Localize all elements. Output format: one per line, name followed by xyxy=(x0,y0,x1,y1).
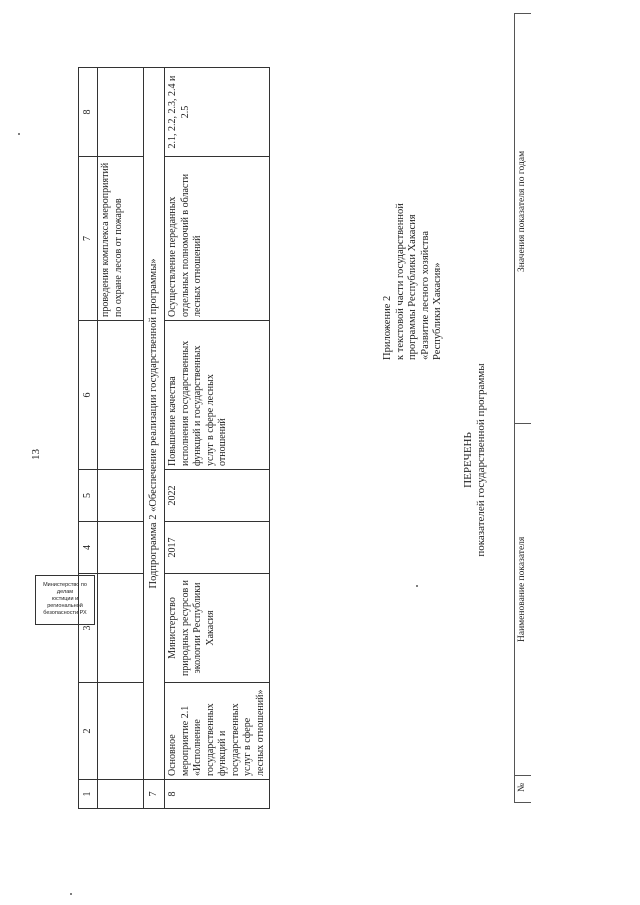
table-row xyxy=(98,68,144,809)
annex-line: к текстовой части государственной xyxy=(394,203,406,360)
table-cell: 8 xyxy=(165,780,270,809)
scan-speck xyxy=(18,133,20,135)
header-cell: 7 xyxy=(79,157,98,321)
table-cell: 2.1, 2.2, 2.3, 2.4 и 2.5 xyxy=(165,68,270,157)
column-divider xyxy=(515,423,531,424)
annex-line: «Развитие лесного хозяйства xyxy=(419,230,431,360)
measures-table xyxy=(78,67,270,809)
list-title-heading: ПЕРЕЧЕНЬ xyxy=(462,432,474,488)
annex-block xyxy=(382,130,445,360)
table-cell: проведения комплекса мероприятий по охране лесов от пожаров xyxy=(98,157,144,321)
subprogram-title: Подпрограмма 2 «Обеспечение реализации государственной программы» xyxy=(144,68,165,780)
scan-speck xyxy=(70,893,72,895)
table-cell xyxy=(98,780,144,809)
column-divider xyxy=(515,775,531,776)
table-cell: 7 xyxy=(144,780,165,809)
list-title-subheading: показателей государственной программы xyxy=(475,363,487,557)
header-cell: 6 xyxy=(79,321,98,470)
indicators-table-header xyxy=(514,13,531,803)
table-cell: Основное мероприятие 2.1 «Исполнение государственных функций и государственных услуг в сфере лесных отношений» xyxy=(165,683,270,780)
table-row xyxy=(165,68,270,809)
stamp-line: Министерство по делам xyxy=(43,582,87,595)
table-header-row xyxy=(79,68,98,809)
col-name-header: Наименование показателя xyxy=(517,536,527,642)
list-title xyxy=(462,295,488,625)
table-cell xyxy=(98,574,144,683)
stamp-line: юстиции и региональной xyxy=(47,596,83,609)
table-cell: Осуществление переданных отдельных полномочий в области лесных отношений xyxy=(165,157,270,321)
table-cell: Повышение качества исполнения государственных функций и государственных услуг в сфере лесных отношений xyxy=(165,321,270,470)
table-cell xyxy=(98,68,144,157)
col-number-header: № xyxy=(517,782,527,792)
table-cell xyxy=(98,470,144,522)
annex-line: программы Республики Хакасия xyxy=(407,214,418,360)
table-cell xyxy=(98,522,144,574)
header-cell: 3 xyxy=(79,574,98,683)
annex-line: Республики Хакасия» xyxy=(432,262,443,360)
subprogram-row xyxy=(144,68,165,809)
scan-speck xyxy=(416,585,418,587)
page-number: 13 xyxy=(30,449,42,460)
table-cell: Министерство природных ресурсов и экологии Республики Хакасия xyxy=(165,574,270,683)
header-cell: 8 xyxy=(79,68,98,157)
stamp-line: безопасности РХ xyxy=(43,610,87,616)
registration-stamp xyxy=(35,575,95,625)
col-values-header: Значения показателя по годам xyxy=(517,150,527,272)
table-cell xyxy=(98,321,144,470)
header-cell: 5 xyxy=(79,470,98,522)
table-cell xyxy=(98,683,144,780)
header-cell: 4 xyxy=(79,522,98,574)
table-cell: 2017 xyxy=(165,522,270,574)
header-cell: 2 xyxy=(79,683,98,780)
annex-line: Приложение 2 xyxy=(382,295,393,360)
header-cell: 1 xyxy=(79,780,98,809)
table-cell: 2022 xyxy=(165,470,270,522)
